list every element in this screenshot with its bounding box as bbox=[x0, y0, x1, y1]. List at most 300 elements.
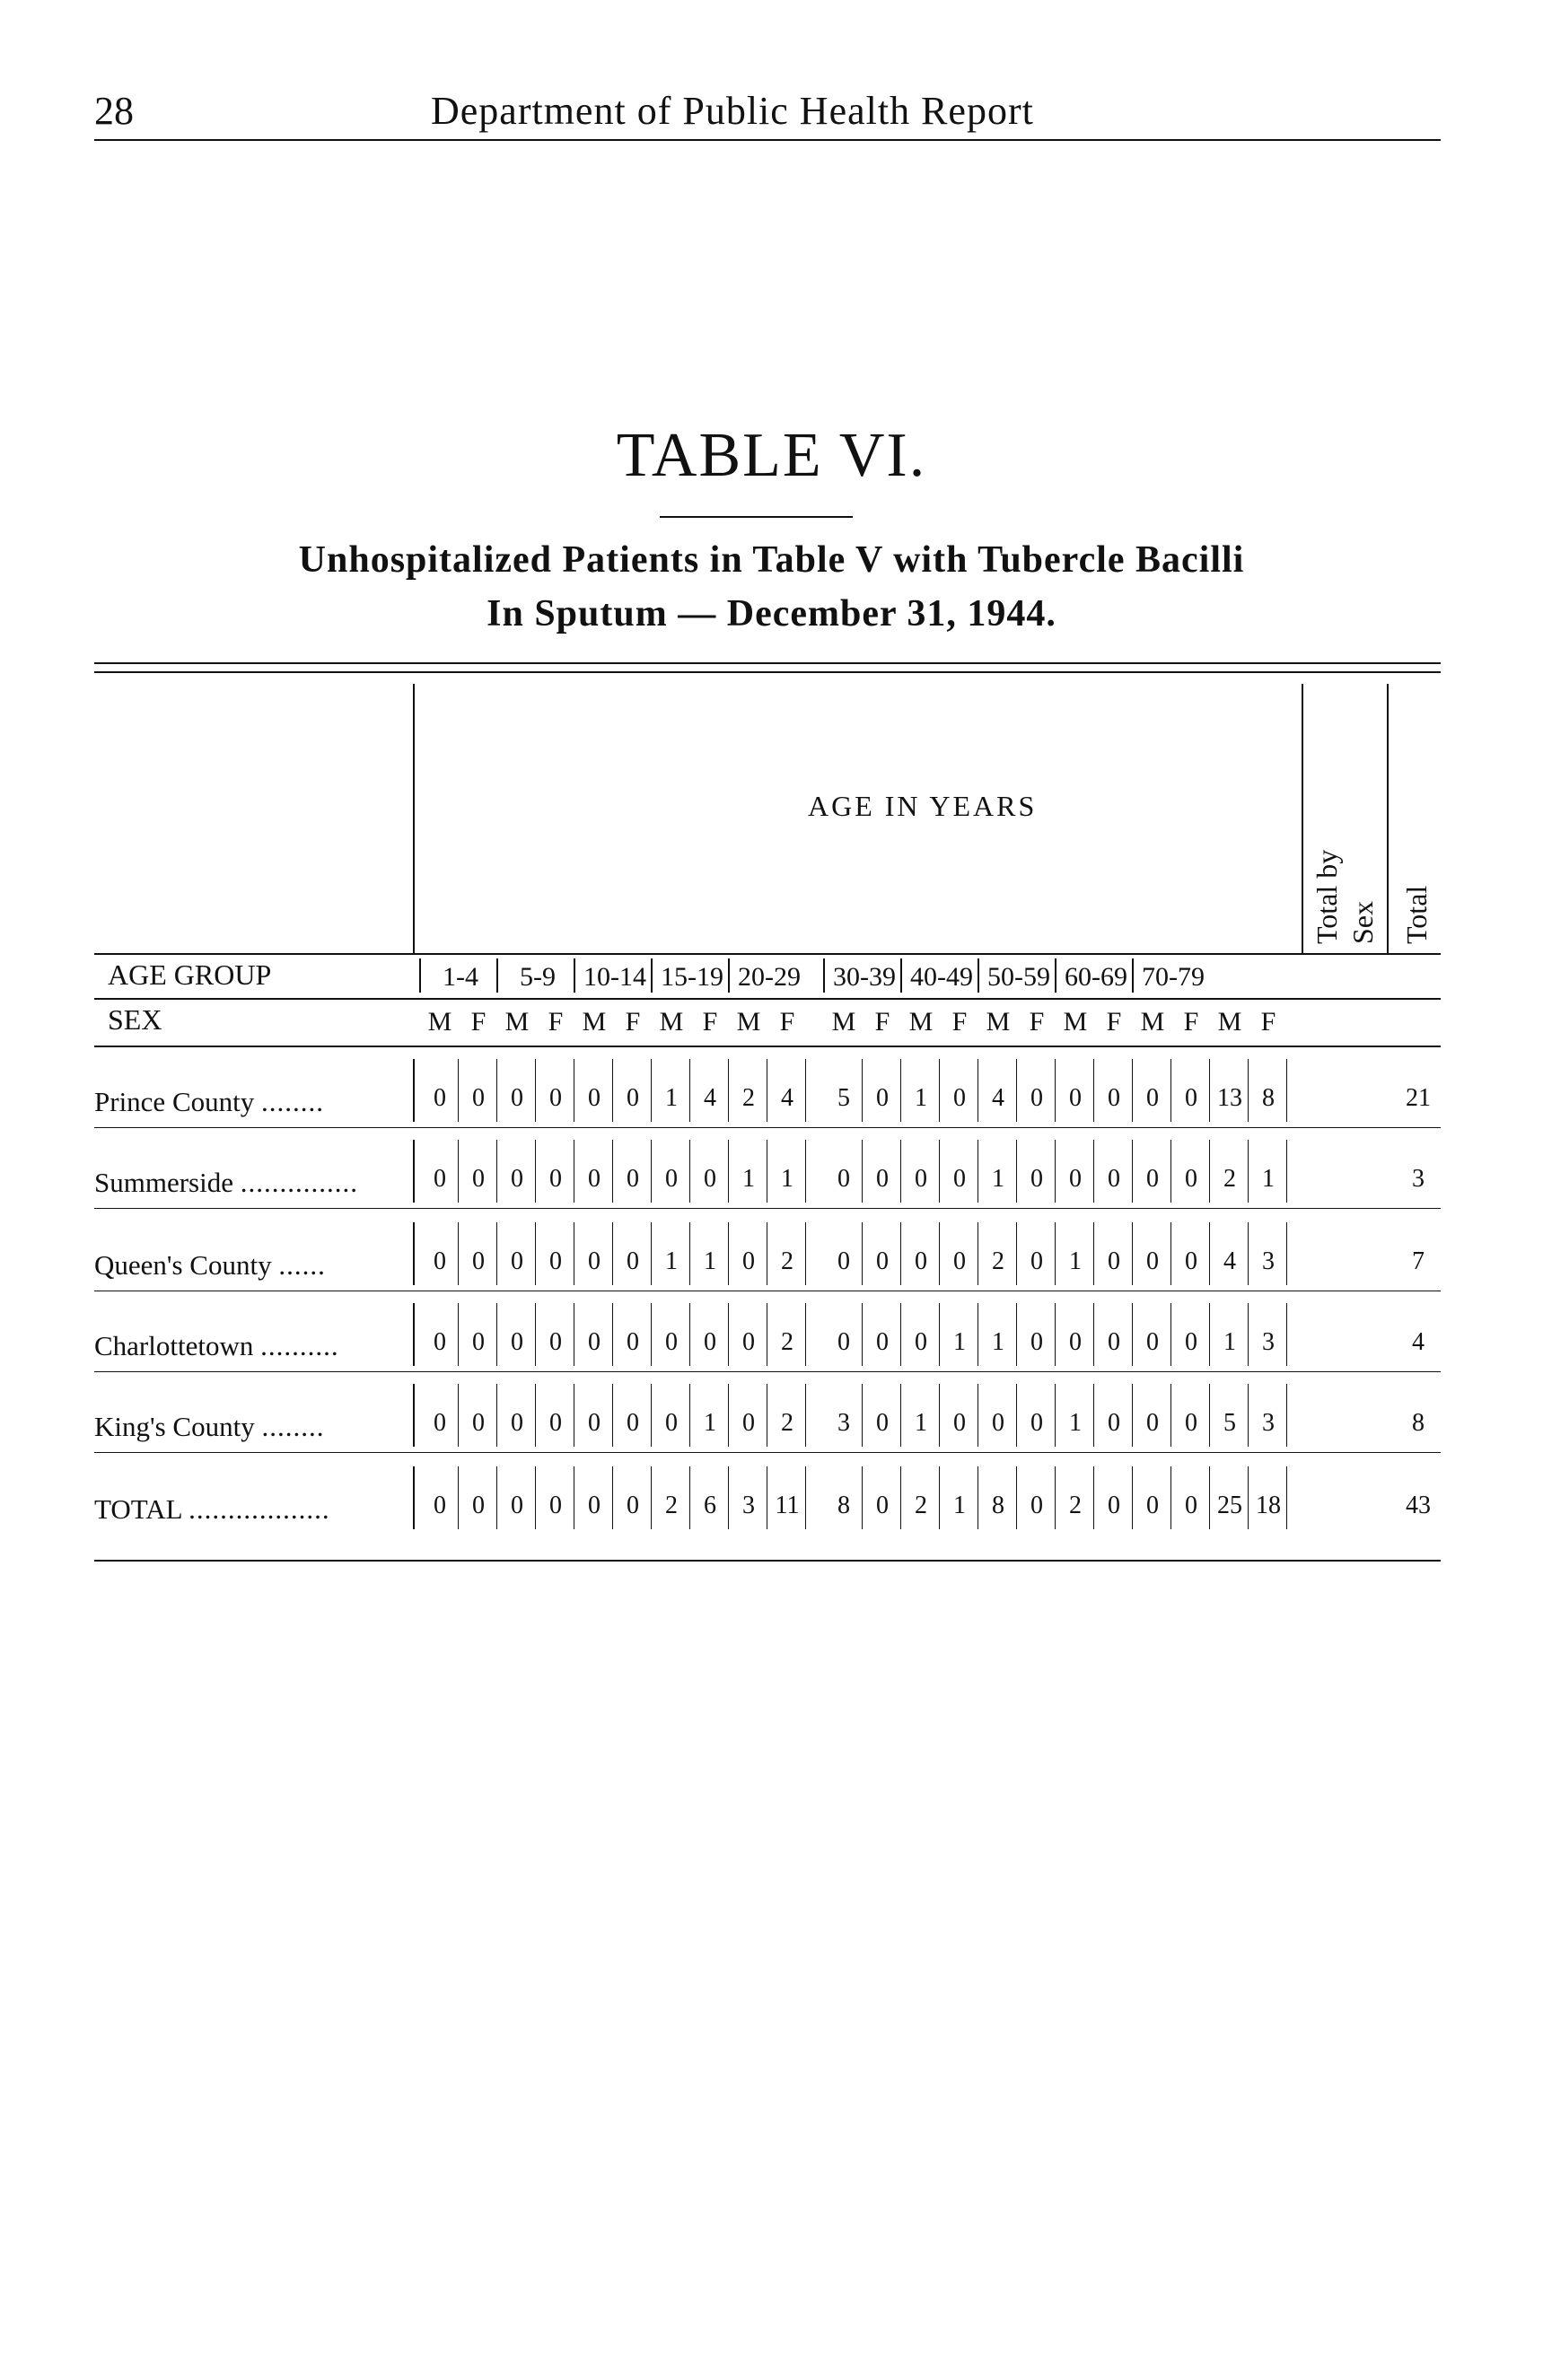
table-cell: 1 bbox=[781, 1165, 793, 1193]
age-group-40-49: 40-49 bbox=[910, 962, 973, 992]
table-cell: 0 bbox=[627, 1328, 639, 1356]
cell-divider bbox=[1170, 1303, 1171, 1366]
table-cell: 1 bbox=[953, 1492, 966, 1519]
table-subtitle-line2: In Sputum — December 31, 1944. bbox=[487, 593, 1056, 634]
cell-divider bbox=[1132, 1140, 1133, 1203]
row-label bbox=[94, 1493, 330, 1526]
cell-divider bbox=[1016, 1140, 1017, 1203]
table-cell: 0 bbox=[1108, 1492, 1120, 1519]
age-group-divider bbox=[574, 958, 575, 993]
table-cell: 0 bbox=[1146, 1165, 1159, 1193]
table-cell: 0 bbox=[511, 1328, 523, 1356]
table-cell: 0 bbox=[588, 1247, 601, 1275]
age-group-20-29: 20-29 bbox=[738, 962, 801, 992]
table-cell: 0 bbox=[1146, 1084, 1159, 1112]
table-cell: 2 bbox=[781, 1328, 793, 1356]
cell-divider bbox=[1055, 1059, 1056, 1122]
cell-divider bbox=[1286, 1222, 1287, 1285]
age-group-divider bbox=[978, 958, 979, 993]
table-cell: 0 bbox=[1030, 1165, 1043, 1193]
cell-divider bbox=[535, 1059, 536, 1122]
cell-divider bbox=[1093, 1303, 1094, 1366]
cell-divider bbox=[939, 1384, 940, 1447]
cell-divider bbox=[612, 1222, 613, 1285]
table-cell: 0 bbox=[876, 1084, 889, 1112]
table-cell: 0 bbox=[511, 1165, 523, 1193]
table-cell: 4 bbox=[992, 1084, 1004, 1112]
table-cell: 0 bbox=[953, 1409, 966, 1437]
cell-divider bbox=[900, 1222, 901, 1285]
row-rule bbox=[94, 1208, 1441, 1209]
table-cell: 0 bbox=[511, 1409, 523, 1437]
table-cell: 18 bbox=[1256, 1492, 1281, 1519]
table-cell: 0 bbox=[627, 1165, 639, 1193]
table-cell: 0 bbox=[1030, 1247, 1043, 1275]
table-cell: 1 bbox=[953, 1328, 966, 1356]
row-total: 4 bbox=[1412, 1328, 1425, 1356]
table-cell: 0 bbox=[1185, 1165, 1197, 1193]
cell-divider bbox=[805, 1303, 806, 1366]
table-cell: 0 bbox=[549, 1247, 562, 1275]
age-group-30-39: 30-39 bbox=[833, 962, 896, 992]
table-cell: 2 bbox=[742, 1084, 755, 1112]
table-cell: 0 bbox=[742, 1328, 755, 1356]
table-cell: 0 bbox=[434, 1084, 446, 1112]
table-cell: 0 bbox=[549, 1492, 562, 1519]
age-group-50-59: 50-59 bbox=[987, 962, 1050, 992]
cell-divider bbox=[689, 1384, 690, 1447]
table-cell: 0 bbox=[1108, 1084, 1120, 1112]
cell-divider bbox=[939, 1059, 940, 1122]
sex-code: F bbox=[951, 1007, 968, 1037]
cell-divider bbox=[458, 1466, 459, 1529]
sex-code: F bbox=[1260, 1007, 1276, 1037]
age-group-divider bbox=[651, 958, 653, 993]
cell-divider bbox=[1016, 1384, 1017, 1447]
table-cell: 1 bbox=[665, 1247, 678, 1275]
cell-divider bbox=[862, 1222, 863, 1285]
table-cell: 1 bbox=[992, 1165, 1004, 1193]
age-group-5-9: 5-9 bbox=[520, 962, 556, 992]
sex-code: F bbox=[470, 1007, 487, 1037]
table-cell: 0 bbox=[1108, 1247, 1120, 1275]
cell-divider bbox=[1016, 1466, 1017, 1529]
table-cell: 0 bbox=[876, 1492, 889, 1519]
table-cell: 25 bbox=[1217, 1492, 1242, 1519]
cell-divider bbox=[496, 1384, 497, 1447]
table-cell: 0 bbox=[953, 1247, 966, 1275]
cell-divider bbox=[728, 1384, 729, 1447]
total-by-sex-heading-line2: Sex bbox=[1346, 901, 1379, 944]
cell-divider bbox=[1286, 1384, 1287, 1447]
table-cell: 6 bbox=[704, 1492, 716, 1519]
table-cell: 0 bbox=[588, 1084, 601, 1112]
table-cell: 2 bbox=[781, 1247, 793, 1275]
table-cell: 5 bbox=[837, 1084, 850, 1112]
table-cell: 0 bbox=[704, 1328, 716, 1356]
table-cell: 2 bbox=[781, 1409, 793, 1437]
cell-divider bbox=[1016, 1059, 1017, 1122]
cell-divider bbox=[1209, 1384, 1210, 1447]
cell-divider bbox=[862, 1303, 863, 1366]
cell-divider bbox=[805, 1140, 806, 1203]
table-cell: 0 bbox=[1108, 1165, 1120, 1193]
table-cell: 0 bbox=[588, 1328, 601, 1356]
table-cell: 0 bbox=[1069, 1084, 1082, 1112]
table-cell: 3 bbox=[1262, 1328, 1275, 1356]
table-cell: 0 bbox=[588, 1165, 601, 1193]
cell-divider bbox=[1170, 1140, 1171, 1203]
row-total: 21 bbox=[1406, 1084, 1431, 1112]
table-cell: 0 bbox=[837, 1165, 850, 1193]
row-total: 3 bbox=[1412, 1165, 1425, 1193]
age-group-1-4: 1-4 bbox=[443, 962, 478, 992]
table-cell: 0 bbox=[876, 1409, 889, 1437]
table-cell: 3 bbox=[1262, 1247, 1275, 1275]
sex-code: M bbox=[504, 1007, 530, 1037]
sex-code: M bbox=[1217, 1007, 1242, 1037]
table-cell: 0 bbox=[1030, 1409, 1043, 1437]
table-cell: 0 bbox=[627, 1492, 639, 1519]
sex-code: M bbox=[427, 1007, 452, 1037]
cell-divider bbox=[1209, 1303, 1210, 1366]
age-group-60-69: 60-69 bbox=[1065, 962, 1127, 992]
cell-divider bbox=[1132, 1303, 1133, 1366]
cell-divider bbox=[728, 1140, 729, 1203]
table-cell: 0 bbox=[511, 1492, 523, 1519]
header-rule-mid bbox=[94, 953, 1441, 955]
cell-divider bbox=[1286, 1059, 1287, 1122]
age-group-70-79: 70-79 bbox=[1142, 962, 1205, 992]
cell-divider bbox=[1170, 1466, 1171, 1529]
cell-divider bbox=[689, 1303, 690, 1366]
cell-divider bbox=[496, 1140, 497, 1203]
table-cell: 0 bbox=[915, 1328, 927, 1356]
cell-divider bbox=[1209, 1059, 1210, 1122]
running-head: Department of Public Health Report bbox=[431, 89, 1034, 133]
age-group-label: AGE GROUP bbox=[108, 958, 272, 991]
cell-divider bbox=[1016, 1222, 1017, 1285]
table-cell: 0 bbox=[434, 1247, 446, 1275]
cell-divider bbox=[805, 1222, 806, 1285]
cell-divider bbox=[939, 1140, 940, 1203]
table-bottom-rule bbox=[94, 1560, 1441, 1562]
row-label bbox=[94, 1086, 324, 1118]
cell-divider bbox=[535, 1303, 536, 1366]
row-divider bbox=[413, 1303, 415, 1366]
row-leader-dots: .......... bbox=[260, 1330, 339, 1361]
cell-divider bbox=[1286, 1303, 1287, 1366]
table-cell: 1 bbox=[992, 1328, 1004, 1356]
cell-divider bbox=[458, 1303, 459, 1366]
cell-divider bbox=[1055, 1303, 1056, 1366]
sex-code: M bbox=[736, 1007, 761, 1037]
sex-code: F bbox=[1106, 1007, 1122, 1037]
table-cell: 0 bbox=[1108, 1409, 1120, 1437]
table-cell: 0 bbox=[665, 1165, 678, 1193]
cell-divider bbox=[728, 1059, 729, 1122]
cell-divider bbox=[900, 1140, 901, 1203]
cell-divider bbox=[939, 1303, 940, 1366]
cell-divider bbox=[805, 1059, 806, 1122]
cell-divider bbox=[1132, 1222, 1133, 1285]
table-cell: 0 bbox=[742, 1409, 755, 1437]
age-group-divider bbox=[419, 958, 421, 993]
table-cell: 0 bbox=[915, 1165, 927, 1193]
table-cell: 0 bbox=[434, 1328, 446, 1356]
table-subtitle-line1: Unhospitalized Patients in Table V with Tubercle Bacilli bbox=[298, 539, 1245, 581]
table-top-rule-2 bbox=[94, 671, 1441, 673]
cell-divider bbox=[939, 1222, 940, 1285]
sex-code: F bbox=[548, 1007, 564, 1037]
row-label-text: TOTAL bbox=[94, 1493, 189, 1525]
table-cell: 0 bbox=[1146, 1492, 1159, 1519]
age-group-divider bbox=[728, 958, 730, 993]
cell-divider bbox=[900, 1384, 901, 1447]
cell-divider bbox=[1055, 1140, 1056, 1203]
cell-divider bbox=[651, 1384, 652, 1447]
sex-code: M bbox=[1063, 1007, 1088, 1037]
sex-code: M bbox=[986, 1007, 1011, 1037]
row-label-text: Prince County bbox=[94, 1086, 261, 1117]
table-cell: 0 bbox=[472, 1084, 485, 1112]
row-leader-dots: ............... bbox=[240, 1167, 358, 1198]
table-cell: 0 bbox=[1146, 1328, 1159, 1356]
row-rule bbox=[94, 1452, 1441, 1453]
cell-divider bbox=[1093, 1140, 1094, 1203]
cell-divider bbox=[496, 1303, 497, 1366]
row-leader-dots: ........ bbox=[261, 1411, 325, 1442]
table-cell: 0 bbox=[1069, 1328, 1082, 1356]
table-cell: 0 bbox=[627, 1409, 639, 1437]
cell-divider bbox=[689, 1059, 690, 1122]
table-cell: 0 bbox=[549, 1409, 562, 1437]
cell-divider bbox=[1132, 1466, 1133, 1529]
table-cell: 0 bbox=[992, 1409, 1004, 1437]
table-cell: 4 bbox=[704, 1084, 716, 1112]
cell-divider bbox=[1170, 1059, 1171, 1122]
cell-divider bbox=[862, 1384, 863, 1447]
cell-divider bbox=[651, 1303, 652, 1366]
table-title: TABLE VI. bbox=[616, 421, 927, 490]
cell-divider bbox=[612, 1303, 613, 1366]
cell-divider bbox=[1170, 1384, 1171, 1447]
cell-divider bbox=[1209, 1222, 1210, 1285]
total-by-sex-heading: Total by bbox=[1311, 849, 1343, 944]
cell-divider bbox=[1209, 1140, 1210, 1203]
cell-divider bbox=[1170, 1222, 1171, 1285]
table-cell: 0 bbox=[472, 1492, 485, 1519]
cell-divider bbox=[535, 1466, 536, 1529]
sex-code: F bbox=[702, 1007, 718, 1037]
table-cell: 1 bbox=[742, 1165, 755, 1193]
table-cell: 2 bbox=[992, 1247, 1004, 1275]
row-leader-dots: ...... bbox=[278, 1249, 326, 1281]
age-group-rule bbox=[94, 998, 1441, 1000]
age-group-15-19: 15-19 bbox=[661, 962, 723, 992]
header-divider-left bbox=[413, 684, 415, 953]
row-divider bbox=[413, 1140, 415, 1203]
table-cell: 0 bbox=[472, 1165, 485, 1193]
cell-divider bbox=[1248, 1059, 1249, 1122]
table-cell: 0 bbox=[1185, 1409, 1197, 1437]
cell-divider bbox=[612, 1466, 613, 1529]
table-cell: 0 bbox=[472, 1247, 485, 1275]
cell-divider bbox=[1093, 1059, 1094, 1122]
cell-divider bbox=[900, 1303, 901, 1366]
table-cell: 0 bbox=[627, 1247, 639, 1275]
cell-divider bbox=[1209, 1466, 1210, 1529]
row-total: 7 bbox=[1412, 1247, 1425, 1275]
table-cell: 0 bbox=[837, 1328, 850, 1356]
sex-code: M bbox=[659, 1007, 684, 1037]
cell-divider bbox=[1055, 1384, 1056, 1447]
cell-divider bbox=[728, 1222, 729, 1285]
sex-code: F bbox=[1183, 1007, 1199, 1037]
sex-code: M bbox=[1140, 1007, 1165, 1037]
row-rule bbox=[94, 1371, 1441, 1372]
page-number: 28 bbox=[94, 89, 134, 133]
table-cell: 0 bbox=[915, 1247, 927, 1275]
sex-rule bbox=[94, 1046, 1441, 1047]
sex-code: F bbox=[874, 1007, 890, 1037]
table-cell: 8 bbox=[1262, 1084, 1275, 1112]
table-cell: 0 bbox=[549, 1084, 562, 1112]
row-divider bbox=[413, 1466, 415, 1529]
cell-divider bbox=[612, 1059, 613, 1122]
table-cell: 0 bbox=[876, 1328, 889, 1356]
cell-divider bbox=[728, 1303, 729, 1366]
cell-divider bbox=[1093, 1384, 1094, 1447]
table-cell: 4 bbox=[1223, 1247, 1236, 1275]
table-cell: 0 bbox=[665, 1328, 678, 1356]
row-label-text: Queen's County bbox=[94, 1249, 279, 1281]
table-cell: 0 bbox=[876, 1247, 889, 1275]
row-label-text: Charlottetown bbox=[94, 1330, 261, 1361]
cell-divider bbox=[496, 1059, 497, 1122]
cell-divider bbox=[1093, 1222, 1094, 1285]
cell-divider bbox=[535, 1384, 536, 1447]
table-cell: 8 bbox=[992, 1492, 1004, 1519]
cell-divider bbox=[496, 1222, 497, 1285]
cell-divider bbox=[1093, 1466, 1094, 1529]
table-cell: 0 bbox=[511, 1247, 523, 1275]
table-cell: 1 bbox=[1223, 1328, 1236, 1356]
age-group-divider bbox=[496, 958, 498, 993]
cell-divider bbox=[1132, 1059, 1133, 1122]
table-cell: 0 bbox=[588, 1492, 601, 1519]
cell-divider bbox=[496, 1466, 497, 1529]
table-cell: 3 bbox=[742, 1492, 755, 1519]
cell-divider bbox=[1248, 1303, 1249, 1366]
row-divider bbox=[413, 1059, 415, 1122]
table-top-rule bbox=[94, 662, 1441, 664]
table-cell: 13 bbox=[1217, 1084, 1242, 1112]
row-divider bbox=[413, 1384, 415, 1447]
cell-divider bbox=[458, 1222, 459, 1285]
age-group-divider bbox=[1132, 958, 1134, 993]
table-cell: 0 bbox=[588, 1409, 601, 1437]
cell-divider bbox=[612, 1140, 613, 1203]
table-cell: 0 bbox=[1030, 1492, 1043, 1519]
table-cell: 4 bbox=[781, 1084, 793, 1112]
age-group-divider bbox=[900, 958, 902, 993]
table-cell: 1 bbox=[915, 1084, 927, 1112]
row-rule bbox=[94, 1127, 1441, 1128]
table-cell: 2 bbox=[1223, 1165, 1236, 1193]
table-cell: 11 bbox=[775, 1492, 800, 1519]
table-cell: 1 bbox=[704, 1409, 716, 1437]
table-cell: 3 bbox=[1262, 1409, 1275, 1437]
table-cell: 0 bbox=[434, 1165, 446, 1193]
row-label-text: Summerside bbox=[94, 1167, 241, 1198]
table-cell: 0 bbox=[1108, 1328, 1120, 1356]
cell-divider bbox=[805, 1384, 806, 1447]
table-cell: 0 bbox=[953, 1165, 966, 1193]
table-cell: 0 bbox=[1185, 1328, 1197, 1356]
table-cell: 0 bbox=[1185, 1084, 1197, 1112]
cell-divider bbox=[728, 1466, 729, 1529]
cell-divider bbox=[1016, 1303, 1017, 1366]
age-group-divider bbox=[1055, 958, 1056, 993]
cell-divider bbox=[1248, 1466, 1249, 1529]
row-label-text: King's County bbox=[94, 1411, 262, 1442]
cell-divider bbox=[1055, 1466, 1056, 1529]
cell-divider bbox=[900, 1059, 901, 1122]
row-label bbox=[94, 1167, 358, 1199]
table-cell: 0 bbox=[1146, 1409, 1159, 1437]
table-cell: 0 bbox=[549, 1165, 562, 1193]
sex-code: F bbox=[625, 1007, 641, 1037]
cell-divider bbox=[805, 1466, 806, 1529]
cell-divider bbox=[900, 1466, 901, 1529]
age-in-years-heading: AGE IN YEARS bbox=[808, 790, 1038, 822]
table-cell: 0 bbox=[549, 1328, 562, 1356]
cell-divider bbox=[651, 1466, 652, 1529]
table-cell: 1 bbox=[1262, 1165, 1275, 1193]
sex-code: M bbox=[831, 1007, 856, 1037]
cell-divider bbox=[1132, 1384, 1133, 1447]
cell-divider bbox=[862, 1059, 863, 1122]
cell-divider bbox=[689, 1140, 690, 1203]
table-cell: 0 bbox=[704, 1165, 716, 1193]
table-cell: 1 bbox=[1069, 1409, 1082, 1437]
cell-divider bbox=[1248, 1222, 1249, 1285]
table-cell: 2 bbox=[915, 1492, 927, 1519]
table-cell: 2 bbox=[1069, 1492, 1082, 1519]
table-cell: 3 bbox=[837, 1409, 850, 1437]
cell-divider bbox=[651, 1222, 652, 1285]
sex-code: M bbox=[582, 1007, 607, 1037]
sex-label: SEX bbox=[108, 1003, 162, 1036]
table-cell: 0 bbox=[472, 1328, 485, 1356]
cell-divider bbox=[1248, 1140, 1249, 1203]
table-cell: 0 bbox=[511, 1084, 523, 1112]
row-leader-dots: .................. bbox=[188, 1493, 330, 1525]
table-cell: 1 bbox=[665, 1084, 678, 1112]
table-cell: 0 bbox=[472, 1409, 485, 1437]
table-cell: 0 bbox=[1069, 1165, 1082, 1193]
cell-divider bbox=[458, 1140, 459, 1203]
cell-divider bbox=[651, 1140, 652, 1203]
table-cell: 0 bbox=[837, 1247, 850, 1275]
cell-divider bbox=[862, 1466, 863, 1529]
table-cell: 0 bbox=[434, 1492, 446, 1519]
cell-divider bbox=[689, 1466, 690, 1529]
row-divider bbox=[413, 1222, 415, 1285]
table-cell: 1 bbox=[1069, 1247, 1082, 1275]
header-divider-sex bbox=[1302, 684, 1303, 953]
